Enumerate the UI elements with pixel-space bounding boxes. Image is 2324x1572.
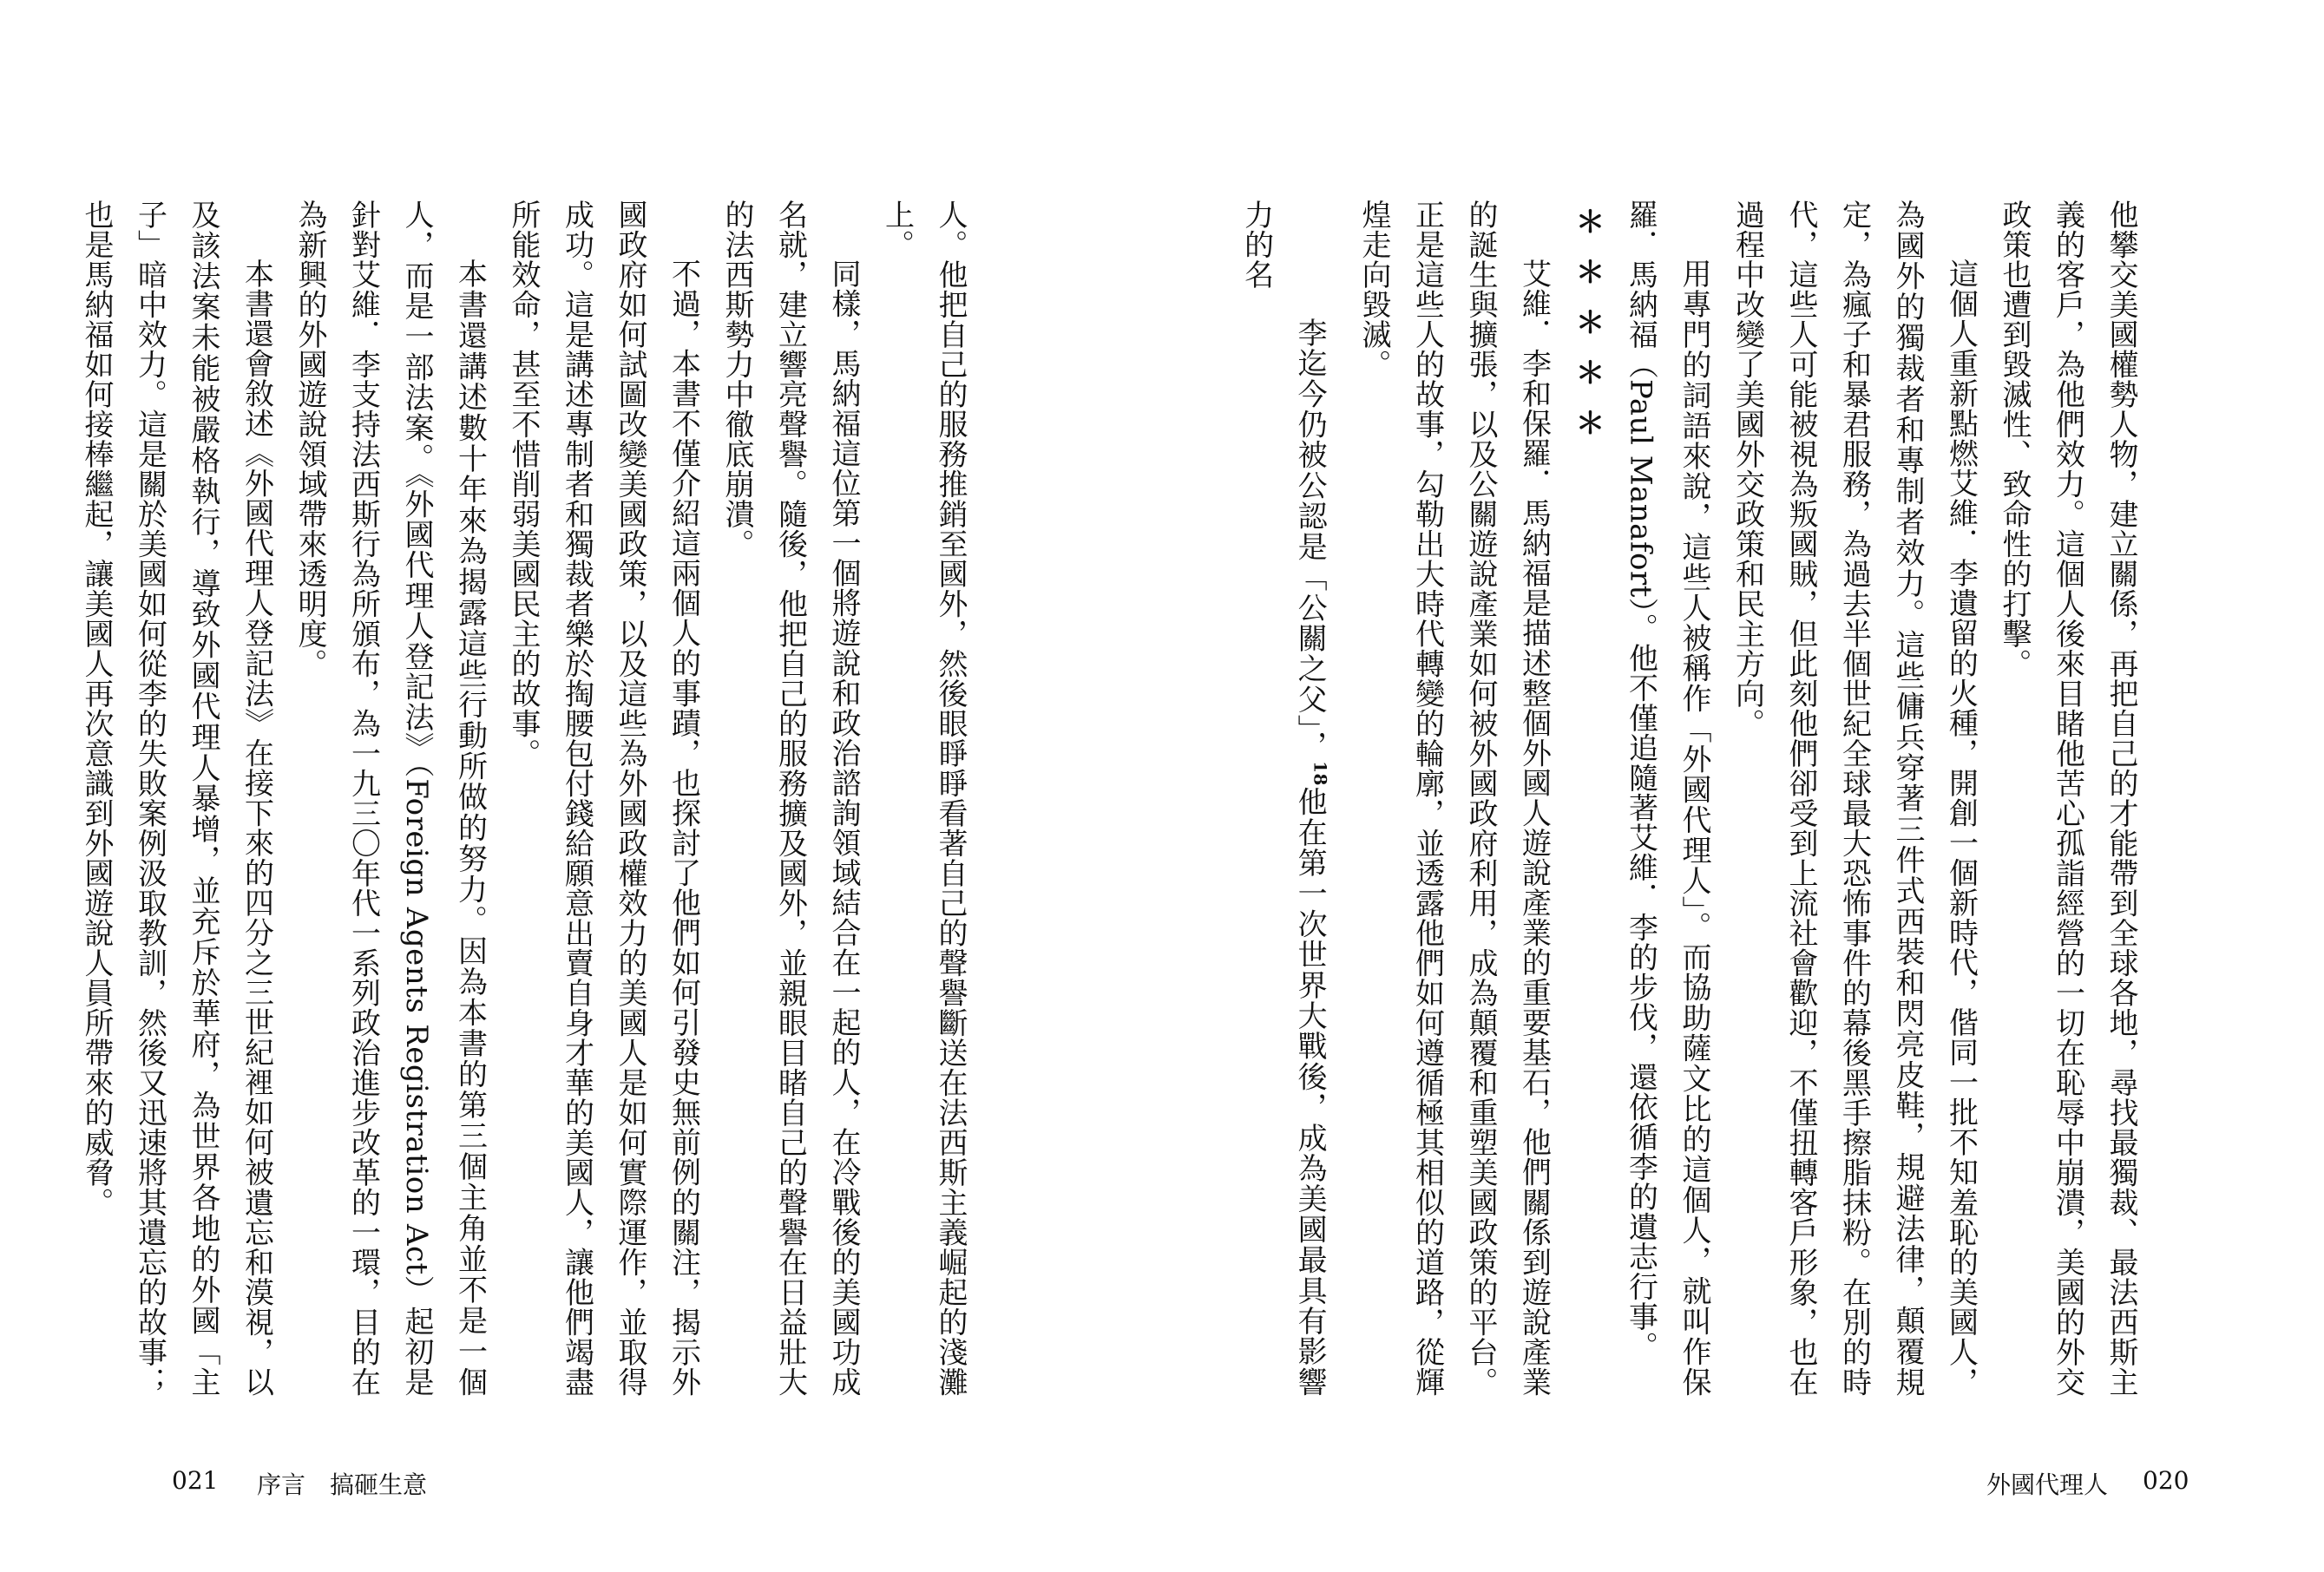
- paragraph: 這個人重新點燃艾維．李遺留的火種，開創一個新時代，偕同一批不知羞恥的美國人，為國外的獨裁者和專制者效力。這些傭兵穿著三件式西裝和閃亮皮鞋，規避法律，顛覆規定，為瘋子和暴君服務，為過去半個世紀全球最大恐怖事件的幕後黑手擦脂抹粉。在別的時代，這些人可能被視為叛國賊，但此刻他們卻受到上流社會歡迎，不僅扭轉客戶形象，也在過程中改變了美國外交政策和民主方向。: [1730, 200, 1979, 1397]
- paragraph: 艾維．李和保羅．馬納福是描述整個外國人遊說產業的重要基石，他們關係到遊說產業的誕生與擴張，以及公關遊說產業如何被外國政府利用，成為顛覆和重塑美國政策的平台。正是這些人的故事，勾勒出大時代轉變的輪廓，並透露他們如何遵循極其相似的道路，從輝煌走向毀滅。: [1356, 200, 1552, 1397]
- paragraph: 同樣，馬納福這位第一個將遊說和政治諮詢領域結合在一起的人，在冷戰後的美國功成名就，建立響亮聲譽。隨後，他把自己的服務擴及國外，並親眼目睹自己的聲譽在日益壯大的法西斯勢力中徹底崩潰。: [719, 200, 861, 1397]
- paragraph: 本書還講述數十年來為揭露這些行動所做的努力。因為本書的第三個主角並不是一個人，而是一部法案。《外國代理人登記法》（Foreign Agents Registration Act）起初是針對艾維．李支持法西斯行為所頒布，為一九三〇年代一系列政治進步改革的一環，目的在為新興的外國遊說領域帶來透明度。: [292, 200, 488, 1397]
- page-number: 020: [2143, 1466, 2189, 1495]
- paragraph: 本書還會敘述《外國代理人登記法》在接下來的四分之三世紀裡如何被遺忘和漠視，以及該法案未能被嚴格執行，導致外國代理人暴增，並充斥於華府，為世界各地的外國「主子」暗中效力。這是關於美國如何從李的失敗案例汲取教訓，然後又迅速將其遺忘的故事；也是馬納福如何接棒繼起，讓美國人再次意識到外國遊說人員所帶來的威脅。: [79, 200, 274, 1397]
- left-page-text: [79, 200, 976, 1397]
- right-page: [1162, 0, 2324, 1572]
- paragraph: 不過，本書不僅介紹這兩個人的事蹟，也探討了他們如何引發史無前例的關注，揭示外國政府如何試圖改變美國政策，以及這些為外國政權效力的美國人是如何實際運作，並取得成功。這是講述專制者和獨裁者樂於掏腰包付錢給願意出賣自身才華的美國人，讓他們竭盡所能效命，甚至不惜削弱美國民主的故事。: [506, 200, 701, 1397]
- paragraph-text: 李迄今仍被公認是「公關之父」，: [1292, 318, 1328, 762]
- paragraph: 他攀交美國權勢人物，建立關係，再把自己的才能帶到全球各地，尋找最獨裁、最法西斯主義的客戶，為他們效力。這個人後來目睹他苦心孤詣經營的一切在恥辱中崩潰，美國的外交政策也遭到毀滅性、致命性的打擊。: [1997, 200, 2138, 1397]
- running-head: 外國代理人: [1986, 1470, 2109, 1499]
- paragraph: 用專門的詞語來說，這些人被稱作「外國代理人」。而協助薩文比的這個人，就叫作保羅．馬納福（Paul Manafort）。他不僅追隨著艾維．李的步伐，還依循李的遺志行事。: [1623, 200, 1711, 1397]
- footnote-reference: 18: [1310, 761, 1331, 786]
- right-page-text: [1238, 200, 2147, 1398]
- paragraph: 人。他把自己的服務推銷至國外，然後眼睜睜看著自己的聲譽斷送在法西斯主義崛起的淺灘上。: [879, 200, 968, 1397]
- paragraph-with-note: [1229, 200, 1346, 1397]
- section-break-stars: ＊＊＊＊＊: [1570, 206, 1605, 458]
- running-head: 序言 搞砸生意: [257, 1470, 428, 1499]
- page-number: 021: [172, 1466, 219, 1495]
- paragraph-text: 他在第一次世界大戰後，成為美國最具有影響力的名: [1238, 200, 1328, 1398]
